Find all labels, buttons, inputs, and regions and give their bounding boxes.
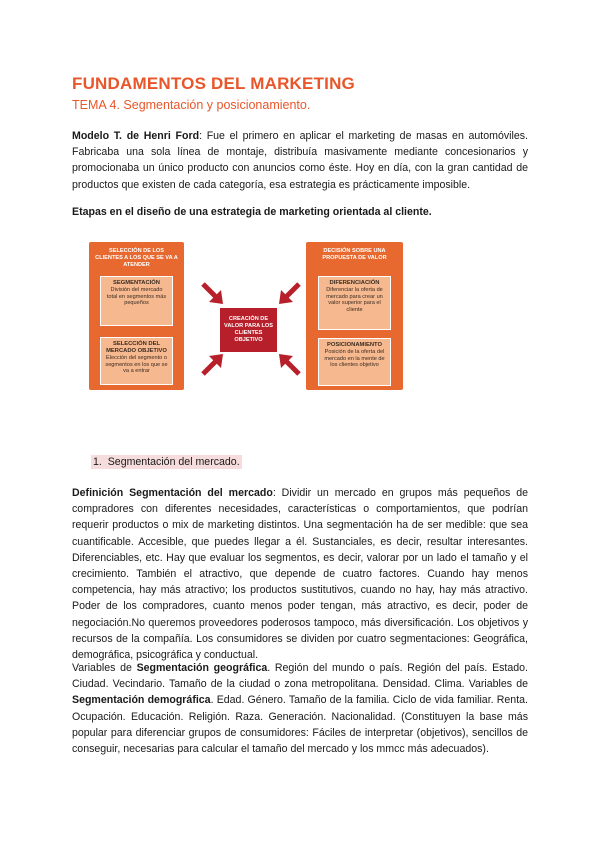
geo-prefix: Variables de [72, 662, 137, 674]
differentiation-body: Diferenciar la oferta de mercado para crear un valor superior para el cliente [326, 287, 383, 313]
intro-paragraph [72, 128, 528, 193]
positioning-body: Posición de la oferta del mercado en la mente de los clientes objetivo [324, 349, 385, 369]
geo-text: . Región del mundo o país. Región del país. Estado. Ciudad. Vecindario. Tamaño de la ciudad o zona metropolitana. Densidad. Clima. [72, 662, 528, 691]
target-market-body: Elección del segmento o segmentos en los que se va a entrar [105, 355, 168, 375]
segmentation-body: División del mercado total en segmentos más pequeños [106, 287, 167, 307]
arrow-down-right-icon [201, 282, 225, 306]
intro-text: : Fue el primero en aplicar el marketing de masas en automóviles. Fabricaba una sola línea de montaje, distribuía masivamente mediante concesionarios y promocionaba un único producto con anuncios como éste. Hoy en día, con la gran cantidad de productos que existen de cada categoría, esa estrategia es prácticamente imposible. [72, 130, 528, 191]
definition-bold: Definición Segmentación del mercado [72, 487, 273, 499]
positioning-box [318, 338, 391, 386]
intro-bold: Modelo T. de Henri Ford [72, 130, 200, 142]
segmentation-box [100, 276, 173, 326]
demo-bold: Segmentación demográfica [72, 694, 211, 707]
arrow-up-right-icon [201, 352, 225, 376]
left-panel [89, 242, 184, 390]
stages-heading: Etapas en el diseño de una estrategia de marketing orientada al cliente. [72, 206, 432, 218]
right-panel-heading: DECISIÓN SOBRE UNA PROPUESTA DE VALOR [322, 248, 387, 261]
right-panel [306, 242, 403, 390]
geo-bold: Segmentación geográfica [136, 662, 268, 674]
customer-value-label: CREACIÓN DE VALOR PARA LOS CLIENTES OBJETIVO [224, 316, 273, 343]
arrow-down-left-icon [277, 282, 301, 306]
demo-text: . Edad. Género. Tamaño de la familia. Ciclo de vida familiar. Renta. Ocupación. Educación. Religión. Raza. Generación. Nacionalidad. (Constituyen la base más popular para diferenciar grupos de consumidores: Fáciles de interpretar (objetivos), sencillos de conseguir, necesarias para calcular el tamaño del mercado y los mmcc más adecuados). [72, 694, 528, 756]
target-market-title: SELECCIÓN DEL MERCADO OBJETIVO [106, 341, 167, 354]
left-panel-heading: SELECCIÓN DE LOS CLIENTES A LOS QUE SE VA A ATENDER [95, 248, 178, 268]
strategy-diagram [89, 242, 407, 390]
segmentation-title: SEGMENTACIÓN [113, 280, 160, 286]
section-1-heading [91, 455, 242, 469]
variables-paragraph [72, 660, 528, 757]
definition-paragraph [72, 485, 528, 663]
definition-text: : Dividir un mercado en grupos más pequeños de compradores con diferentes necesidades, características o comportamientos, que podrían requerir productos o mix de marketing distintos. Una segmentación ha de ser medible: que sea cuantificable. Accesible, que puedes llegar a él. Sustanciales, es decir, resultar interesantes. Diferenciables, etc. Hay que evaluar los segmentos, es decir, valorar por un lado el tamaño y el crecimiento. También el atractivo, que depende de cuatro factores. Cuando hay menos competencia, hay más atractivo; los productos sustitutivos, cuando no hay, hay más atractivo. Poder de los compradores, cuanto menos poder tengan, más atractivo, es decir, poder de negociación.No queremos proveedores poderosos tampoco, más diversificación. Los objetivos y recursos de la compañía. Los consumidores se dividen por cuatro segmentaciones: Geográfica, demográfica, psicográfica y conductual. [72, 487, 528, 662]
differentiation-title: DIFERENCIACIÓN [329, 280, 380, 286]
customer-value-box [220, 308, 277, 352]
positioning-title: POSICIONAMIENTO [327, 342, 382, 348]
arrow-up-left-icon [277, 352, 301, 376]
target-market-box [100, 337, 173, 385]
section-1-number: 1. [93, 456, 102, 468]
section-1-label: Segmentación del mercado. [107, 456, 240, 468]
page-title: FUNDAMENTOS DEL MARKETING [72, 74, 355, 93]
demo-prefix: Variables de [468, 678, 528, 691]
differentiation-box [318, 276, 391, 330]
page-subtitle: TEMA 4. Segmentación y posicionamiento. [72, 98, 311, 112]
